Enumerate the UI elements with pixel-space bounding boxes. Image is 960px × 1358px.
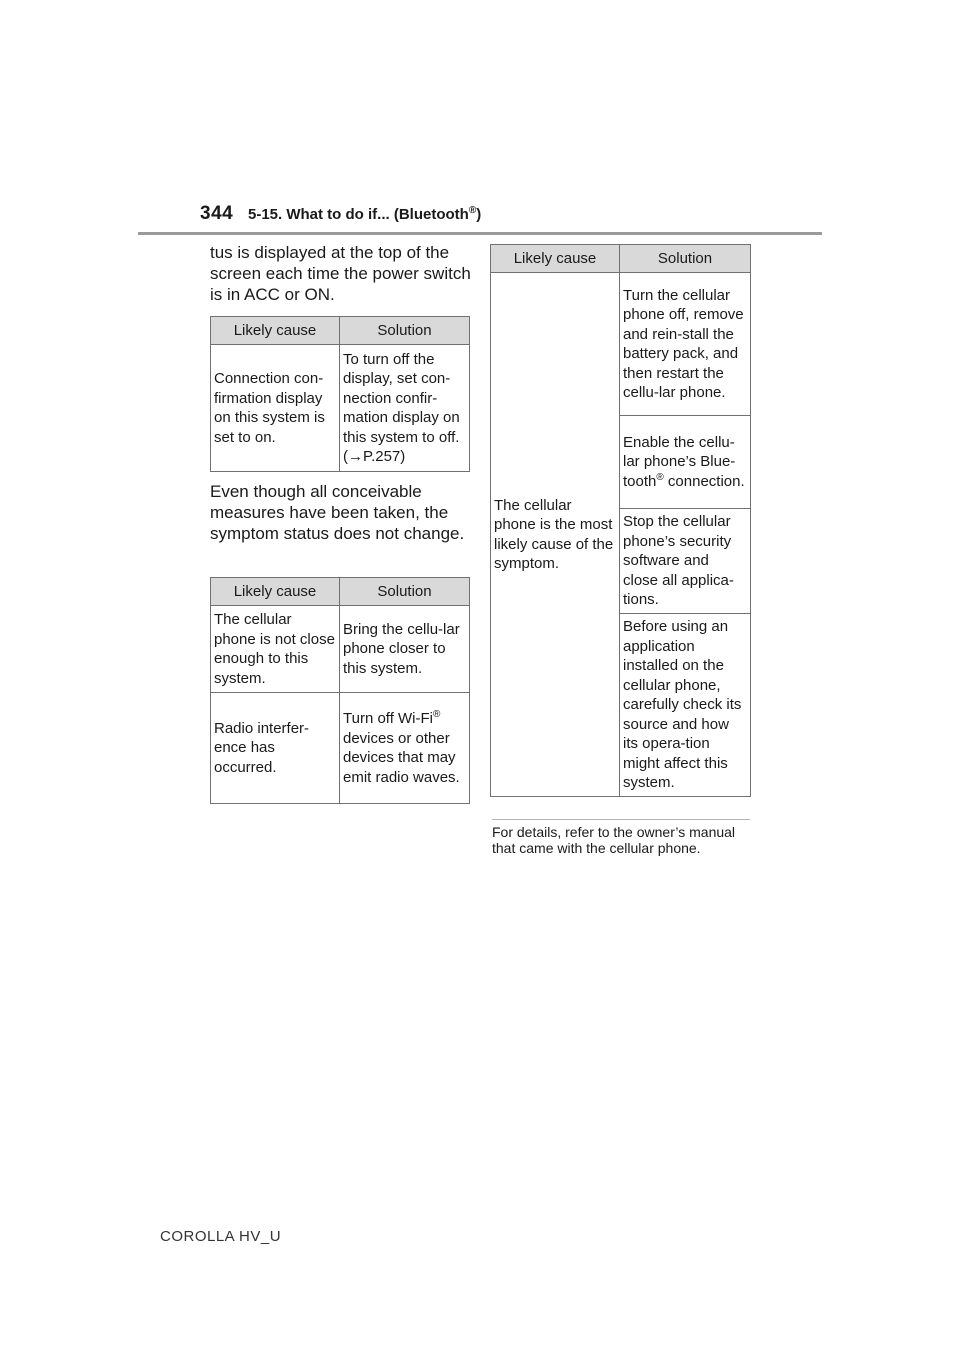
header-likely-cause: Likely cause	[211, 578, 340, 606]
table-row	[211, 345, 470, 472]
note-divider	[492, 819, 750, 820]
solution-cell	[340, 693, 470, 804]
table-most-likely-cause	[490, 244, 751, 797]
table-header-row	[211, 317, 470, 345]
solution-text: To turn off the display, set con-nection confir-mation display on this system to off. (	[343, 350, 460, 465]
symptom-paragraph: Even though all conceivable measures have been taken, the symptom status does not change.	[210, 482, 465, 543]
table-header-row	[211, 578, 470, 606]
solution-text-end: connection.	[663, 472, 745, 490]
cause-cell: The cellular phone is the most likely cause of the symptom.	[491, 273, 620, 797]
registered-mark: ®	[468, 205, 477, 216]
table-row	[211, 693, 470, 804]
header-likely-cause: Likely cause	[491, 245, 620, 273]
cause-cell: The cellular phone is not close enough to this system.	[211, 606, 340, 693]
page-reference: P.257)	[363, 448, 406, 465]
section-title-close: )	[476, 206, 482, 223]
section-title	[248, 206, 481, 223]
header-solution: Solution	[340, 578, 470, 606]
cause-cell: Connection con-firmation display on this system is set to on.	[211, 345, 340, 472]
solution-cell: Turn the cellular phone off, remove and rein-stall the battery pack, and then restart the cellu-lar phone.	[620, 273, 751, 416]
table-row	[491, 273, 751, 416]
header-likely-cause: Likely cause	[211, 317, 340, 345]
header-solution: Solution	[340, 317, 470, 345]
solution-cell: Stop the cellular phone’s security software and close all applica-tions.	[620, 509, 751, 614]
header-solution: Solution	[620, 245, 751, 273]
registered-mark: ®	[433, 709, 441, 720]
table-header-row	[491, 245, 751, 273]
header-rule	[138, 232, 822, 235]
solution-text: Turn off Wi-Fi	[343, 710, 434, 727]
table-symptom-unchanged	[210, 577, 470, 804]
arrow-icon: →	[348, 448, 363, 465]
note-text: For details, refer to the owner’s manual that came with the cellular phone.	[492, 824, 736, 856]
solution-text: Enable the cellu-lar phone’s Blue-tooth	[623, 433, 736, 490]
section-title-text: 5-15. What to do if... (Bluetooth	[248, 206, 469, 223]
solution-cell: Before using an application installed on the cellular phone, carefully check its source and how its opera-tion might affect this system.	[620, 614, 751, 797]
solution-cell	[340, 345, 470, 472]
cause-cell: Radio interfer-ence has occurred.	[211, 693, 340, 804]
solution-cell: Bring the cellu-lar phone closer to this system.	[340, 606, 470, 693]
solution-cell	[620, 416, 751, 509]
table-row	[211, 606, 470, 693]
solution-text-end: devices or other devices that may emit radio waves.	[343, 729, 460, 786]
footer-model-label: COROLLA HV_U	[160, 1228, 282, 1245]
page-number: 344	[200, 203, 234, 224]
table-connection-confirmation	[210, 316, 470, 472]
registered-mark: ®	[656, 471, 664, 483]
intro-paragraph: tus is displayed at the top of the screen each time the power switch is in ACC or ON.	[210, 243, 471, 304]
